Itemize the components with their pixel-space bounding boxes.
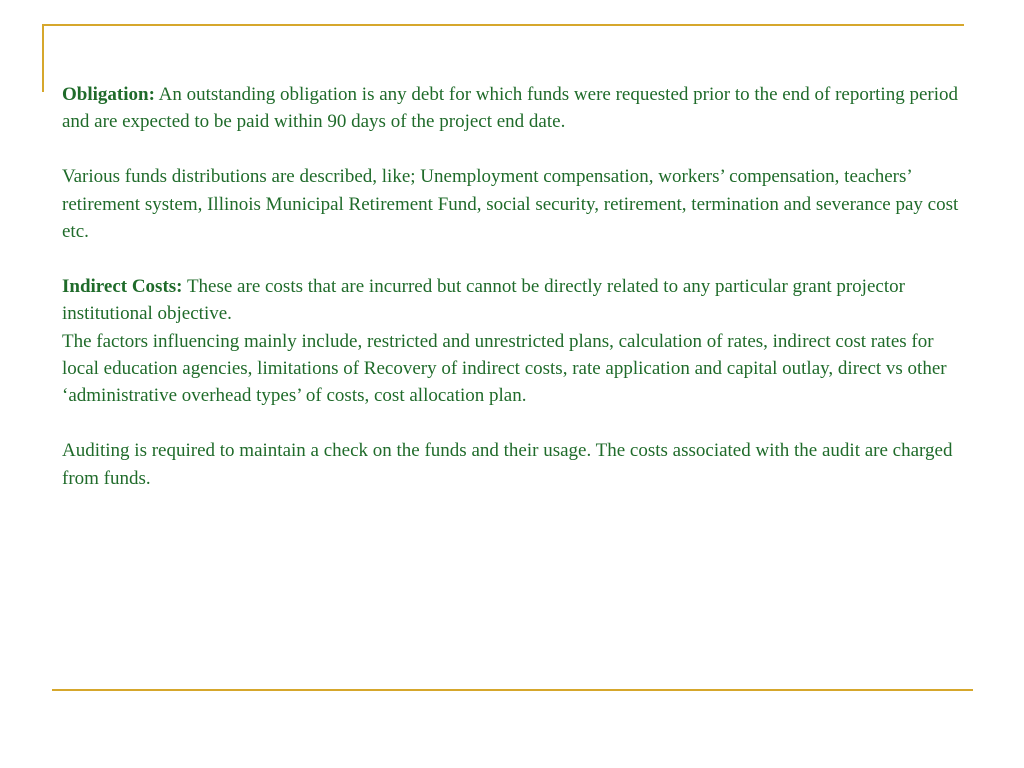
factors-paragraph: The factors influencing mainly include, restricted and unrestricted plans, calculation of rates, indirect cost rates for local education agencies, limitations of Recovery of indirect costs, rate application and capital outlay, direct vs other ‘administrative overhead types’ of costs, cost allocation plan.: [62, 330, 947, 407]
paragraph-gap: [62, 245, 967, 272]
obligation-text: An outstanding obligation is any debt for which funds were requested prior to the end of reporting period and are expected to be paid within 90 days of the project end date.: [62, 84, 959, 133]
auditing-paragraph: Auditing is required to maintain a check on the funds and their usage. The costs associated with the audit are charged from funds.: [62, 440, 953, 489]
obligation-term: Obligation:: [62, 84, 155, 105]
distributions-paragraph: Various funds distributions are described, like; Unemployment compensation, workers’ compensation, teachers’ retirement system, Illinois Municipal Retirement Fund, social security, retirement, termination and severance pay cost etc.: [62, 166, 959, 243]
obligation-paragraph: [62, 81, 967, 136]
paragraph-gap: [62, 136, 967, 163]
indirect-costs-term: Indirect Costs:: [62, 275, 183, 297]
bottom-rule: [52, 689, 973, 691]
indirect-costs-paragraph: [62, 273, 967, 328]
slide-body: [62, 81, 967, 492]
indirect-costs-text: These are costs that are incurred but cannot be directly related to any particular grant projector institutional objective.: [62, 275, 905, 325]
top-rule: [42, 24, 964, 26]
left-rule: [42, 24, 44, 92]
paragraph-gap: [62, 410, 967, 437]
